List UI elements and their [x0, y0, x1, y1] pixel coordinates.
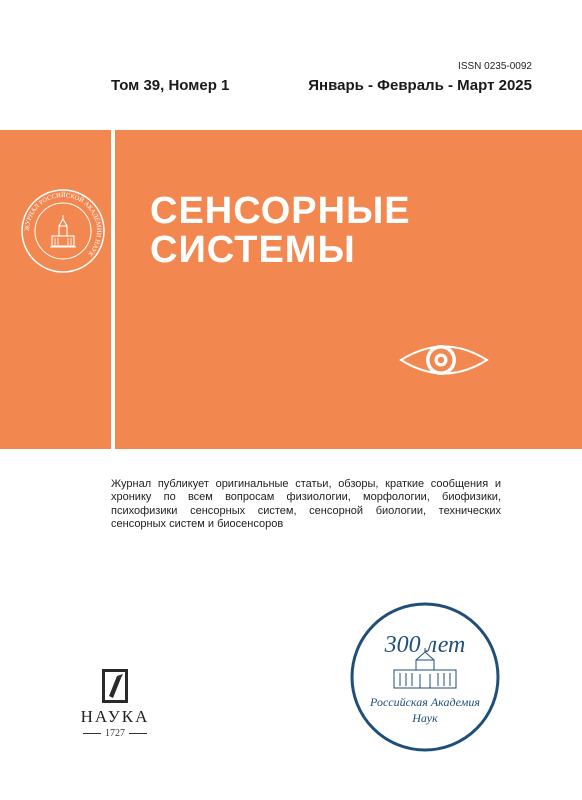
- seal-line2: Российская Академия: [370, 695, 480, 709]
- cover-band: [0, 130, 582, 449]
- seal-line1: 300 лет: [384, 632, 466, 658]
- ras-emblem-icon: [20, 188, 106, 274]
- journal-title-line1: СЕНСОРНЫЕ: [150, 190, 411, 232]
- anniversary-seal: [350, 602, 500, 752]
- nauka-book-icon: [101, 668, 129, 704]
- publisher-logo: [79, 668, 151, 739]
- issue-date: Январь - Февраль - Март 2025: [308, 77, 532, 94]
- seal-line3: Наук: [412, 711, 438, 725]
- eye-icon: [397, 339, 491, 381]
- journal-title: [150, 192, 411, 270]
- emblem-text: ЖУРНАЛ РОССИЙСКОЙ АКАДЕМИИ НАУК: [23, 191, 103, 258]
- band-divider: [111, 130, 115, 449]
- journal-title-line2: СИСТЕМЫ: [150, 229, 356, 271]
- publisher-name: НАУКА: [80, 707, 150, 726]
- journal-description: Журнал публикует оригинальные статьи, обзоры, краткие сообщения и хронику по всем вопросам физиологии, морфологии, биофизики, психофизики сенсорных систем, сенсорной биологии, технических сенсорных систем и биосенсоров: [111, 478, 501, 530]
- publisher-year: 1727: [79, 728, 151, 739]
- volume-issue: Том 39, Номер 1: [111, 77, 230, 94]
- issn: ISSN 0235-0092: [458, 61, 532, 72]
